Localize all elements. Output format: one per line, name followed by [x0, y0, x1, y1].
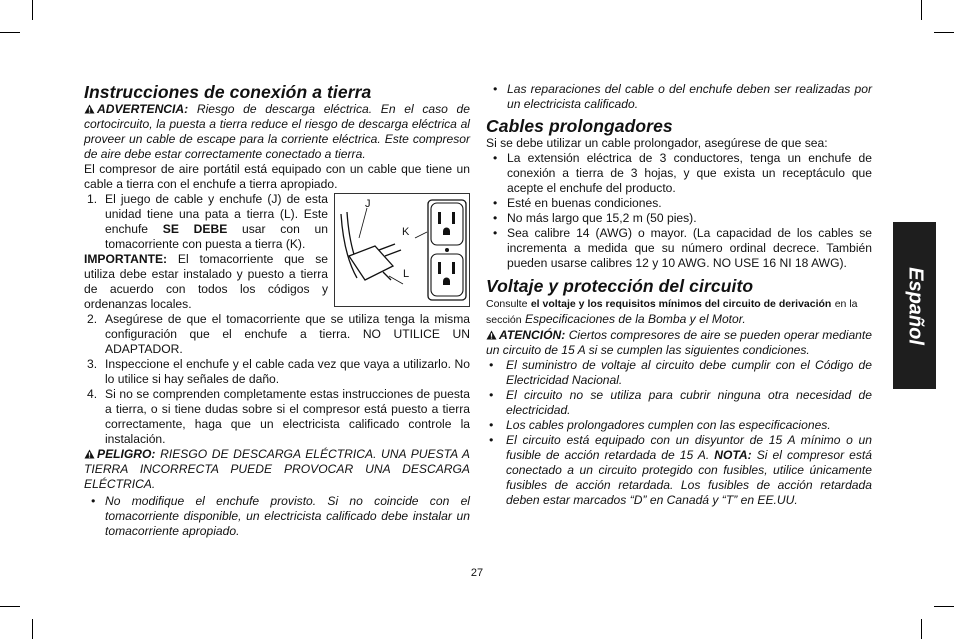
- warning-paragraph: [84, 102, 470, 162]
- list-item: [486, 82, 872, 112]
- voltage-heading: Voltaje y protección del circuito: [486, 276, 754, 296]
- crop-mark: [32, 0, 33, 20]
- figure-label-j: J: [365, 198, 371, 210]
- crop-mark: [921, 0, 922, 20]
- note-label: NOTA:: [714, 448, 752, 462]
- list-item: [486, 418, 872, 433]
- list-item: [84, 494, 470, 539]
- crop-mark: [934, 32, 954, 33]
- bullet-dot: •: [493, 196, 498, 210]
- page-number: 27: [470, 567, 484, 579]
- bullet-dot: •: [493, 151, 498, 165]
- list-item: [84, 357, 470, 387]
- consult-bold: el voltaje y los requisitos mínimos del circuito de derivación: [530, 298, 832, 310]
- item-text: Asegúrese de que el tomacorriente que se utiliza tenga la misma configuración que el enchufe a tierra. NO UTILICE UN ADAPTADOR.: [105, 312, 470, 356]
- crop-mark: [32, 619, 33, 639]
- item-number: 2.: [87, 312, 98, 326]
- bullet-text: No modifique el enchufe provisto. Si no coincide con el tomacorriente disponible, un electricista calificado debe instalar un tomacorriente apropiado.: [105, 494, 470, 538]
- list-item: [486, 211, 872, 226]
- bullet-dot: •: [493, 211, 498, 225]
- bullet-text-a: El circuito está equipado con un disyuntor de 15 A mínimo o un fusible de acción retardada de 15 A.: [506, 433, 872, 462]
- danger-text: RIESGO DE DESCARGA ELÉCTRICA. UNA PUESTA A TIERRA INCORRECTA PUEDE PROVOCAR UNA DESCARGA ELÉCTRICA.: [84, 447, 470, 491]
- item-1-bold: SE DEBE: [162, 222, 228, 236]
- figure-label-l: L: [403, 268, 410, 280]
- figure-label-k: K: [402, 226, 410, 238]
- bullet-text: El suministro de voltaje al circuito debe cumplir con el Código de Electricidad Nacional.: [506, 358, 872, 387]
- grounding-heading: Instrucciones de conexión a tierra: [84, 82, 372, 102]
- item-1-text-a: El juego de cable y enchufe (J) de esta unidad tiene una pata a tierra (L). Este enchufe: [105, 192, 328, 236]
- warning-text: Riesgo de descarga eléctrica. En el caso de cortocircuito, la puesta a tierra reduce el riesgo de descarga eléctrica al proveer un cable de escape para la corriente eléctrica. Este compresor de aire debe estar correctamente conectado a tierra.: [84, 102, 470, 161]
- list-item: [84, 387, 470, 447]
- list-item: [486, 388, 872, 418]
- bullet-text: Los cables prolongadores cumplen con las especificaciones.: [506, 418, 831, 432]
- language-tab-label: Español: [904, 266, 926, 345]
- bullet-dot: •: [489, 358, 494, 372]
- item-text: Inspeccione el enchufe y el cable cada vez que vaya a utilizarlo. No lo utilice si hay señales de daño.: [105, 357, 470, 386]
- crop-mark: [934, 606, 954, 607]
- bullet-text: El circuito no se utiliza para cubrir ninguna otra necesidad de electricidad.: [506, 388, 872, 417]
- bullet-dot: •: [91, 494, 96, 508]
- language-tab: [893, 222, 936, 389]
- item-number: 3.: [87, 357, 98, 371]
- consult-text-a: Consulte: [486, 298, 528, 310]
- item-number: 4.: [87, 387, 98, 401]
- crop-mark: [0, 606, 20, 607]
- list-item: [486, 196, 872, 211]
- attention-paragraph: [486, 328, 872, 358]
- consult-paragraph: [486, 296, 872, 328]
- danger-label: PELIGRO:: [97, 447, 156, 461]
- bullet-dot: •: [493, 82, 498, 96]
- extension-cords-heading: Cables prolongadores: [486, 116, 673, 136]
- list-item: [84, 312, 470, 357]
- crop-mark: [0, 32, 20, 33]
- crop-mark: [921, 619, 922, 639]
- list-item: [486, 226, 872, 271]
- important-label: IMPORTANTE:: [84, 252, 168, 266]
- consult-italic: Especificaciones de la Bomba y el Motor.: [524, 312, 746, 326]
- bullet-text: Sea calibre 14 (AWG) o mayor. (La capacidad de los cables se incrementa a medida que su número ordinal decrece. También pueden usarse calibres 12 y 10 AWG. NO USE 16 NI 18 AWG).: [507, 226, 872, 270]
- item-text: Si no se comprenden completamente estas instrucciones de puesta a tierra, o si tiene dudas sobre si el compresor está puesto a tierra correctamente, haga que un electricista calificado controle la instalación.: [105, 387, 470, 446]
- list-item: [84, 192, 470, 252]
- right-column: [486, 82, 872, 508]
- extension-cords-intro: Si se debe utilizar un cable prolongador, asegúrese de que sea:: [486, 136, 828, 150]
- list-item: [486, 433, 872, 508]
- bullet-dot: •: [489, 388, 494, 402]
- attention-text: Ciertos compresores de aire se pueden operar mediante un circuito de 15 A si se cumplen las siguientes condiciones.: [486, 328, 872, 357]
- left-column: [84, 82, 470, 539]
- warning-label: ADVERTENCIA:: [97, 102, 189, 116]
- list-item: [486, 358, 872, 388]
- item-1-block: [84, 192, 470, 312]
- bullet-text-b: Si el compresor está conectado a un circuito protegido con fusibles, utilice únicamente fusibles de acción retardada. Los fusibles de acción retardada deben estar marcados “D” en Canadá y “T” en EE.UU.: [506, 448, 872, 507]
- bullet-text: Las reparaciones del cable o del enchufe deben ser realizadas por un electricista calificado.: [507, 82, 872, 111]
- item-1-text-b: usar con un tomacorriente con puesta a tierra (K).: [105, 222, 328, 251]
- attention-label: ATENCIÓN:: [499, 328, 566, 342]
- bullet-dot: •: [489, 418, 494, 432]
- warning-triangle-icon: [486, 330, 497, 340]
- bullet-text: La extensión eléctrica de 3 conductores, tenga un enchufe de conexión a tierra de 3 hojas, y que exista un receptáculo que acepte el enchufe del producto.: [507, 151, 872, 195]
- list-item: [486, 151, 872, 196]
- important-text: El tomacorriente que se utiliza debe estar instalado y puesto a tierra de acuerdo con todos los códigos y ordenanzas locales.: [84, 252, 328, 311]
- bullet-dot: •: [493, 226, 498, 240]
- bullet-dot: •: [489, 433, 494, 447]
- consult-text-b: en la sección: [486, 298, 858, 326]
- bullet-text: Esté en buenas condiciones.: [507, 196, 662, 210]
- item-number: 1.: [87, 192, 98, 206]
- warning-triangle-icon: [84, 449, 95, 459]
- danger-paragraph: [84, 447, 470, 492]
- intro-paragraph: El compresor de aire portátil está equipado con un cable que tiene un cable a tierra con el enchufe a tierra apropiado.: [84, 162, 470, 191]
- warning-triangle-icon: [84, 104, 95, 114]
- bullet-text: No más largo que 15,2 m (50 pies).: [507, 211, 697, 225]
